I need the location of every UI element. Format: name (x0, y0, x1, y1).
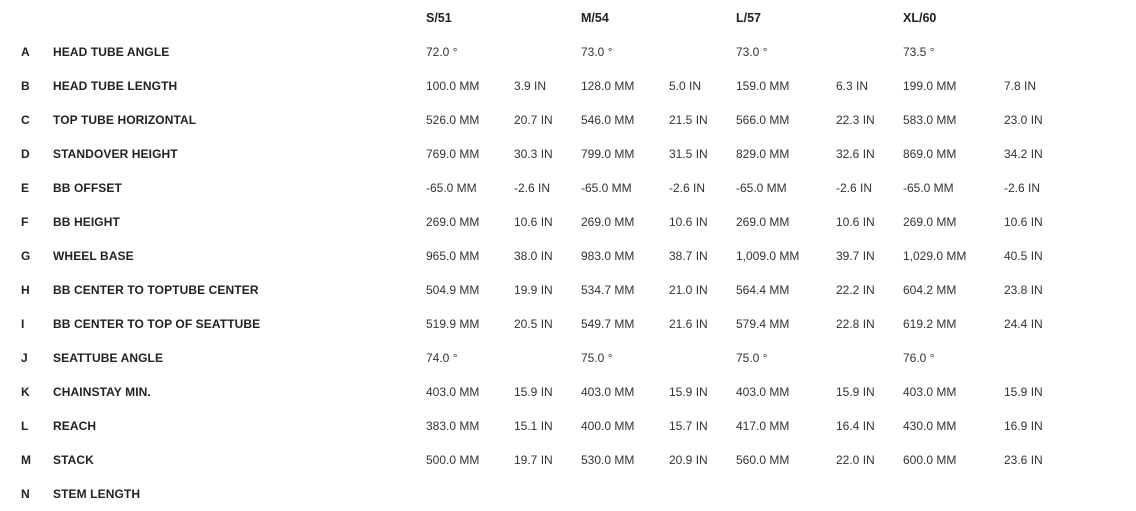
value-l-imperial: 22.0 IN (836, 453, 875, 467)
value-xl-imperial: 10.6 IN (1004, 215, 1043, 229)
value-xl-metric: 600.0 MM (903, 453, 957, 467)
value-m-metric: 983.0 MM (581, 249, 635, 263)
row-letter: I (21, 317, 25, 331)
value-l-metric: 269.0 MM (736, 215, 790, 229)
value-s-metric: 100.0 MM (426, 79, 480, 93)
value-l-metric: 566.0 MM (736, 113, 790, 127)
value-l-metric: -65.0 MM (736, 181, 787, 195)
value-s-imperial: 30.3 IN (514, 147, 553, 161)
value-m-imperial: 21.0 IN (669, 283, 708, 297)
value-xl-metric: 199.0 MM (903, 79, 957, 93)
value-s-metric: 74.0 ° (426, 351, 458, 365)
value-m-metric: 75.0 ° (581, 351, 613, 365)
row-letter: M (21, 453, 31, 467)
table-row (0, 306, 1136, 340)
row-letter: C (21, 113, 30, 127)
value-m-metric: 546.0 MM (581, 113, 635, 127)
value-xl-imperial: 23.6 IN (1004, 453, 1043, 467)
value-l-metric: 564.4 MM (736, 283, 790, 297)
value-xl-metric: 403.0 MM (903, 385, 957, 399)
geometry-rows (0, 34, 1136, 510)
table-row (0, 408, 1136, 442)
value-xl-metric: 73.5 ° (903, 45, 935, 59)
table-row (0, 238, 1136, 272)
value-xl-metric: 269.0 MM (903, 215, 957, 229)
value-m-imperial: 15.7 IN (669, 419, 708, 433)
row-label: STACK (53, 453, 94, 467)
value-s-metric: 769.0 MM (426, 147, 480, 161)
value-s-imperial: -2.6 IN (514, 181, 551, 195)
row-label: BB CENTER TO TOP OF SEATTUBE (53, 317, 261, 331)
value-l-metric: 159.0 MM (736, 79, 790, 93)
row-letter: J (21, 351, 28, 365)
value-m-imperial: 31.5 IN (669, 147, 708, 161)
value-s-metric: 500.0 MM (426, 453, 480, 467)
row-label: CHAINSTAY MIN. (53, 385, 151, 399)
value-l-metric: 1,009.0 MM (736, 249, 800, 263)
value-l-imperial: 15.9 IN (836, 385, 875, 399)
value-l-imperial: 10.6 IN (836, 215, 875, 229)
value-s-metric: 269.0 MM (426, 215, 480, 229)
value-xl-imperial: -2.6 IN (1004, 181, 1041, 195)
row-label: BB HEIGHT (53, 215, 120, 229)
value-l-imperial: 22.3 IN (836, 113, 875, 127)
value-s-metric: 965.0 MM (426, 249, 480, 263)
value-l-imperial: 22.8 IN (836, 317, 875, 331)
value-s-imperial: 10.6 IN (514, 215, 553, 229)
row-label: BB OFFSET (53, 181, 122, 195)
size-header-s: S/51 (426, 11, 452, 25)
value-s-metric: 72.0 ° (426, 45, 458, 59)
value-m-imperial: 20.9 IN (669, 453, 708, 467)
value-xl-metric: 604.2 MM (903, 283, 957, 297)
row-label: HEAD TUBE ANGLE (53, 45, 170, 59)
value-xl-metric: 430.0 MM (903, 419, 957, 433)
row-letter: H (21, 283, 30, 297)
value-s-imperial: 15.9 IN (514, 385, 553, 399)
size-header-xl: XL/60 (903, 11, 937, 25)
value-s-imperial: 3.9 IN (514, 79, 547, 93)
value-xl-metric: 583.0 MM (903, 113, 957, 127)
value-s-metric: 383.0 MM (426, 419, 480, 433)
row-label: STEM LENGTH (53, 487, 141, 501)
row-letter: L (21, 419, 29, 433)
value-s-metric: 526.0 MM (426, 113, 480, 127)
table-row (0, 68, 1136, 102)
value-s-imperial: 19.7 IN (514, 453, 553, 467)
size-header-row (0, 0, 1136, 34)
value-xl-imperial: 15.9 IN (1004, 385, 1043, 399)
value-xl-imperial: 34.2 IN (1004, 147, 1043, 161)
row-label: STANDOVER HEIGHT (53, 147, 178, 161)
value-s-imperial: 20.7 IN (514, 113, 553, 127)
value-l-metric: 579.4 MM (736, 317, 790, 331)
table-row (0, 476, 1136, 510)
value-m-metric: 549.7 MM (581, 317, 635, 331)
value-s-metric: 403.0 MM (426, 385, 480, 399)
table-row (0, 136, 1136, 170)
table-row (0, 272, 1136, 306)
value-s-metric: 519.9 MM (426, 317, 480, 331)
value-l-imperial: 22.2 IN (836, 283, 875, 297)
size-header-m: M/54 (581, 11, 609, 25)
row-label: REACH (53, 419, 97, 433)
value-l-metric: 403.0 MM (736, 385, 790, 399)
value-xl-imperial: 16.9 IN (1004, 419, 1043, 433)
row-label: HEAD TUBE LENGTH (53, 79, 178, 93)
row-label: BB CENTER TO TOPTUBE CENTER (53, 283, 259, 297)
value-s-imperial: 20.5 IN (514, 317, 553, 331)
row-letter: D (21, 147, 30, 161)
value-l-imperial: 32.6 IN (836, 147, 875, 161)
row-letter: K (21, 385, 30, 399)
value-s-imperial: 38.0 IN (514, 249, 553, 263)
value-l-metric: 75.0 ° (736, 351, 768, 365)
value-xl-metric: 619.2 MM (903, 317, 957, 331)
value-xl-metric: 869.0 MM (903, 147, 957, 161)
value-m-imperial: 15.9 IN (669, 385, 708, 399)
table-row (0, 374, 1136, 408)
value-xl-imperial: 7.8 IN (1004, 79, 1037, 93)
row-letter: B (21, 79, 30, 93)
table-row (0, 442, 1136, 476)
value-l-metric: 73.0 ° (736, 45, 768, 59)
value-xl-metric: 1,029.0 MM (903, 249, 967, 263)
value-m-imperial: 10.6 IN (669, 215, 708, 229)
value-xl-metric: 76.0 ° (903, 351, 935, 365)
value-l-imperial: 6.3 IN (836, 79, 869, 93)
value-s-metric: 504.9 MM (426, 283, 480, 297)
value-m-metric: 530.0 MM (581, 453, 635, 467)
value-xl-metric: -65.0 MM (903, 181, 954, 195)
value-l-metric: 829.0 MM (736, 147, 790, 161)
row-letter: G (21, 249, 31, 263)
row-label: WHEEL BASE (53, 249, 134, 263)
value-l-imperial: -2.6 IN (836, 181, 873, 195)
value-m-metric: -65.0 MM (581, 181, 632, 195)
value-m-metric: 269.0 MM (581, 215, 635, 229)
row-letter: E (21, 181, 30, 195)
value-m-metric: 73.0 ° (581, 45, 613, 59)
value-m-metric: 799.0 MM (581, 147, 635, 161)
value-m-imperial: 21.6 IN (669, 317, 708, 331)
value-l-metric: 417.0 MM (736, 419, 790, 433)
table-row (0, 170, 1136, 204)
value-m-metric: 403.0 MM (581, 385, 635, 399)
value-xl-imperial: 23.0 IN (1004, 113, 1043, 127)
value-l-imperial: 16.4 IN (836, 419, 875, 433)
value-l-imperial: 39.7 IN (836, 249, 875, 263)
table-row (0, 34, 1136, 68)
table-row (0, 340, 1136, 374)
value-m-imperial: -2.6 IN (669, 181, 706, 195)
value-m-metric: 534.7 MM (581, 283, 635, 297)
table-row (0, 102, 1136, 136)
value-m-metric: 128.0 MM (581, 79, 635, 93)
table-row (0, 204, 1136, 238)
row-letter: N (21, 487, 30, 501)
size-header-l: L/57 (736, 11, 762, 25)
row-letter: A (21, 45, 30, 59)
row-letter: F (21, 215, 29, 229)
row-label: TOP TUBE HORIZONTAL (53, 113, 197, 127)
value-l-metric: 560.0 MM (736, 453, 790, 467)
value-xl-imperial: 23.8 IN (1004, 283, 1043, 297)
value-s-imperial: 15.1 IN (514, 419, 553, 433)
value-xl-imperial: 40.5 IN (1004, 249, 1043, 263)
value-m-imperial: 21.5 IN (669, 113, 708, 127)
value-m-metric: 400.0 MM (581, 419, 635, 433)
value-m-imperial: 5.0 IN (669, 79, 702, 93)
value-s-imperial: 19.9 IN (514, 283, 553, 297)
value-m-imperial: 38.7 IN (669, 249, 708, 263)
row-label: SEATTUBE ANGLE (53, 351, 164, 365)
value-s-metric: -65.0 MM (426, 181, 477, 195)
value-xl-imperial: 24.4 IN (1004, 317, 1043, 331)
